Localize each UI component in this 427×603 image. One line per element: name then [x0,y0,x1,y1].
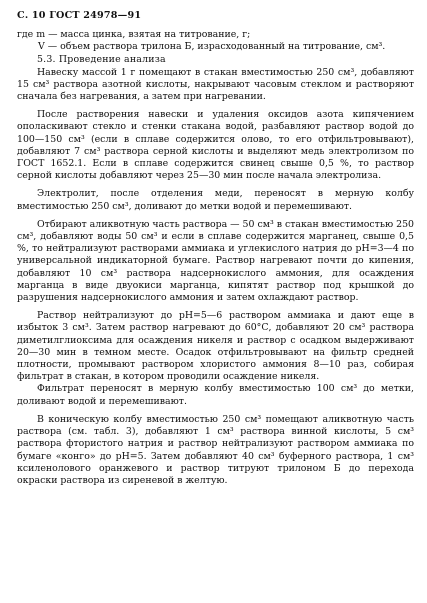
paragraph-6: Фильтрат переносят в мерную колбу вместимостью 100 см³ до метки, доливают водой и перемешивают. [17,383,414,407]
paragraph-7: В коническую колбу вместимостью 250 см³ помещают аликвотную часть раствора (см. табл. 3), добавляют 1 см³ раствора винной кислоты, 5 см³ раствора фтористого натрия и раствор нейтрализуют раствором аммиака по бумаге «конго» до рН=5. Затем добавляют 40 см³ буферного раствора, 1 см³ ксиленолового оранжевого и раствор титруют трилоном Б до перехода окраски раствора из сиреневой в желтую. [17,413,414,486]
paragraph-4: Отбирают аликвотную часть раствора — 50 см³ в стакан вместимостью 250 см³, добавляют воды 50 см³ и если в сплаве содержится марганец, свыше 0,5 %, то нейтрализуют растворами аммиака и углекислого натрия до рН=3—4 по универсальной индикаторной бумаге. Раствор нагревают почти до кипения, добавляют 10 см³ раствора надсернокислого аммония, для осаждения марганца в виде двуокиси марганца, кипятят раствор под крышкой до разрушения надсернокислого аммония и затем охлаждают раствор. [17,218,415,304]
paragraph-5: Раствор нейтрализуют до рН=5—6 раствором аммиака и дают еще в избыток 3 см³. Затем раствор нагревают до 60°С, добавляют 20 см³ раствора диметилглиоксима для осаждения никеля и раствор с осадком выдерживают 20—30 мин в темном месте. Осадок отфильтровывают на фильтр средней плотности, промывают раствором хлористого аммония 8—10 раз, собирая фильтрат в стакан, в котором проводили осаждение никеля. [17,310,414,383]
page-header: С. 10 ГОСТ 24978—91 [17,10,142,21]
section-title: 5.3. Проведение анализа [37,54,166,66]
paragraph-1: Навеску массой 1 г помещают в стакан вместимостью 250 см³, добавляют 15 см³ раствора азотной кислоты, накрывают часовым стеклом и растворяют сначала без нагревания, а затем при нагревании. [17,66,414,103]
paragraph-3: Электролит, после отделения меди, переносят в мерную колбу вместимостью 250 см³, доливают до метки водой и перемешивают. [17,188,414,212]
paragraph-2: После растворения навески и удаления оксидов азота кипячением ополаскивают стекло и стенки стакана водой, разбавляют раствор водой до 100—150 см³ (если в сплаве содержится олово, то его отфильтровывают), добавляют 7 см³ раствора серной кислоты и выделяют медь электролизом по ГОСТ 1652.1. Если в сплаве содержится свинец свыше 0,5 %, то раствор серной кислоты добавляют через 25—30 мин после начала электролиза. [17,109,414,182]
definition-v: V — объем раствора трилона Б, израсходованный на титрование, см³. [38,41,386,53]
definition-m: где m — масса цинка, взятая на титрование, г; [17,29,251,40]
